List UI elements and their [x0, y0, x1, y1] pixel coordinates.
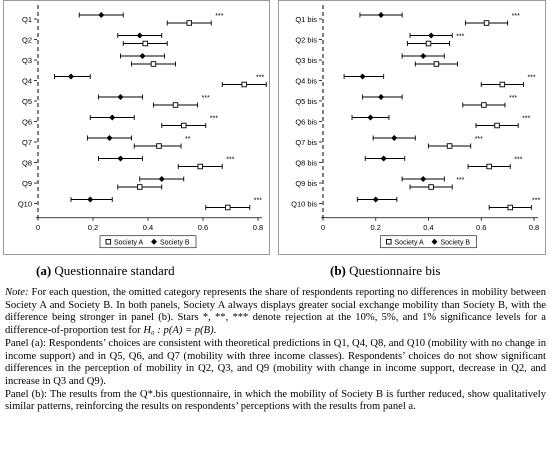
chart0-point-society-b: [109, 115, 115, 121]
chart0-significance-stars: ***: [256, 74, 265, 82]
chart0-significance-stars: ***: [253, 197, 262, 205]
chart1-x-tick-label: 0.8: [528, 222, 540, 232]
chart1-point-society-b: [378, 94, 384, 100]
chart1-significance-stars: ***: [532, 197, 541, 205]
caption-a-label: (a): [36, 263, 52, 278]
chart0-point-society-b: [140, 53, 146, 59]
chart1-point-society-a: [484, 21, 489, 26]
chart1-significance-stars: ***: [514, 156, 523, 164]
chart1-category-label: Q4 bis: [295, 76, 317, 86]
chart1-significance-stars: ***: [508, 95, 518, 102]
chart0-point-society-a: [181, 123, 186, 128]
caption-b-label: (b): [330, 263, 346, 278]
chart1-legend-label-b: Society B: [440, 239, 471, 247]
note-paragraph-3: Panel (b): The results from the Q*.bis questionnaire, in which the mobility of Society B is further reduced, show qualitatively similar patterns, reinforcing the results on respondents’ perceptions with the results from panel a.: [5, 388, 546, 413]
chart1-legend-label-a: Society A: [394, 239, 424, 247]
chart1-significance-stars: ***: [527, 74, 536, 82]
chart0-legend-label-a: Society A: [114, 239, 144, 247]
chart1-point-society-a: [426, 41, 431, 46]
figure-note: [5, 287, 546, 414]
chart1-category-label: Q7 bis: [295, 138, 317, 147]
chart1-point-society-b: [391, 135, 397, 141]
chart1-category-label: Q1 bis: [295, 15, 317, 24]
note-paragraph-2: Panel (a): Respondents’ choices are consistent with theoretical predictions in Q1, Q4, Q8, and Q10 (mobility with no change in income support) and in Q5, Q6, and Q7 (mobility with three income classes). Respondents’ choices do not show significant differences in the perception of mobility in Q2, Q3, and Q9 (mobility with change in income support, decrease in Q2, and increase in Q3 and Q9).: [5, 337, 546, 387]
chart1-category-label: Q3 bis: [295, 56, 317, 65]
chart-panel-a: [3, 0, 270, 255]
chart0-point-society-a: [137, 185, 142, 190]
chart1-point-society-b: [367, 115, 373, 121]
note-p1-main: For each question, the omitted category represents the share of respondents reporting no differences in mobility between Society A and Society B. In both panels, Society A always displays greater social exchange mobility than Society B, with the difference being stronger in panel (b). Stars *, **, *** denote rejection at the 10%, 5%, and 1% significance levels for a difference-of-proportion test for: [5, 287, 546, 337]
chart0-point-society-b: [87, 197, 93, 203]
chart0-point-society-a: [173, 103, 178, 108]
chart0-legend-label-b: Society B: [160, 239, 190, 247]
chart0-category-label: Q2: [21, 35, 32, 45]
chart1-point-society-a: [495, 123, 500, 128]
chart1-point-society-b: [373, 197, 379, 203]
chart0-significance-stars: ***: [226, 156, 235, 164]
chart0-x-tick-label: 0.2: [87, 222, 99, 232]
chart0-category-label: Q1: [21, 15, 32, 24]
chart1-point-society-b: [428, 33, 434, 39]
chart0-significance-stars: ***: [215, 13, 224, 20]
note-label: Note:: [5, 287, 29, 298]
chart0-category-label: Q9: [21, 179, 32, 188]
chart0-category-label: Q5: [21, 97, 32, 106]
chart0-x-tick-label: 0: [35, 222, 41, 232]
chart0-point-society-a: [187, 21, 192, 26]
chart0-point-society-a: [225, 205, 230, 210]
chart0-legend-marker-a: [106, 239, 111, 244]
chart0-point-society-b: [98, 12, 104, 18]
chart1-point-society-b: [378, 12, 384, 18]
chart1-point-society-b: [360, 74, 366, 80]
chart1-category-label: Q9 bis: [295, 179, 317, 188]
chart0-x-tick-label: 0.4: [142, 222, 154, 232]
chart1-point-society-b: [381, 156, 387, 162]
caption-a: [36, 263, 175, 279]
chart1-point-society-a: [500, 82, 505, 87]
chart1-significance-stars: ***: [522, 115, 531, 123]
chart1-significance-stars: ***: [456, 177, 465, 184]
chart1-x-tick-label: 0: [320, 222, 326, 232]
chart0-point-society-b: [118, 156, 124, 162]
dot-whisker-chart-a: [4, 1, 271, 256]
chart0-point-society-b: [107, 135, 113, 141]
chart1-point-society-a: [429, 185, 434, 190]
chart1-significance-stars: ***: [474, 136, 483, 143]
chart0-point-society-b: [159, 176, 165, 182]
chart1-category-label: Q8 bis: [295, 158, 317, 168]
chart0-significance-stars: ***: [209, 115, 218, 123]
chart1-point-society-a: [508, 205, 513, 210]
chart0-category-label: Q4: [21, 76, 32, 86]
chart0-x-tick-label: 0.6: [197, 222, 209, 232]
chart0-point-society-b: [68, 74, 74, 80]
chart1-point-society-a: [482, 103, 487, 108]
chart1-significance-stars: ***: [511, 13, 520, 20]
chart1-legend-marker-a: [387, 239, 392, 244]
chart1-x-tick-label: 0.2: [370, 222, 381, 232]
chart0-category-label: Q3: [21, 56, 32, 65]
chart1-point-society-a: [487, 164, 492, 169]
chart0-point-society-a: [151, 62, 156, 67]
chart1-category-label: Q10 bis: [291, 199, 317, 209]
note-p1-math: H₀ : p(A) = p(B): [143, 325, 214, 337]
caption-b-text: Questionnaire bis: [345, 263, 441, 278]
chart0-category-label: Q10: [17, 199, 32, 209]
chart0-point-society-a: [143, 41, 148, 46]
chart0-point-society-a: [242, 82, 247, 87]
chart0-point-society-b: [118, 94, 124, 100]
chart1-significance-stars: ***: [456, 33, 465, 41]
caption-b: [330, 263, 440, 279]
chart1-point-society-b: [420, 53, 426, 59]
chart-panel-b: [278, 0, 546, 255]
chart0-x-tick-label: 0.8: [252, 222, 264, 232]
note-p1-end: .: [213, 325, 217, 337]
chart1-point-society-b: [420, 176, 426, 182]
chart0-category-label: Q6: [21, 117, 32, 127]
chart1-category-label: Q2 bis: [295, 35, 317, 45]
chart0-point-society-b: [137, 33, 143, 39]
chart0-category-label: Q7: [21, 138, 32, 147]
chart0-point-society-a: [198, 164, 203, 169]
chart0-point-society-a: [157, 144, 162, 149]
chart1-category-label: Q5 bis: [295, 97, 317, 106]
chart0-significance-stars: **: [185, 136, 191, 143]
note-paragraph-1: [5, 287, 546, 338]
chart1-point-society-a: [447, 144, 452, 149]
chart1-point-society-a: [434, 62, 439, 67]
caption-a-text: Questionnaire standard: [51, 263, 175, 278]
dot-whisker-chart-b: [279, 1, 547, 256]
chart1-x-tick-label: 0.4: [423, 222, 434, 232]
chart1-category-label: Q6 bis: [295, 117, 317, 127]
chart0-category-label: Q8: [21, 158, 32, 168]
chart1-x-tick-label: 0.6: [476, 222, 487, 232]
chart0-significance-stars: ***: [201, 95, 210, 102]
